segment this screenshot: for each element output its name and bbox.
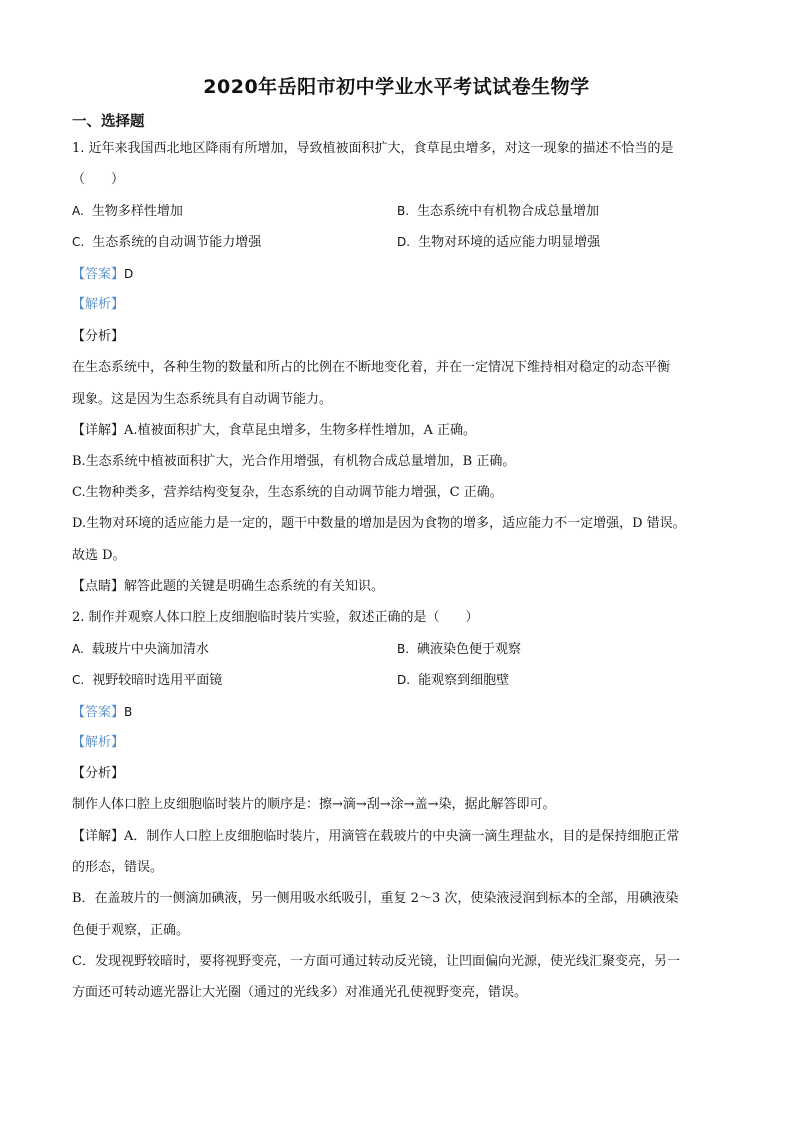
q1-option-c [72, 234, 261, 251]
option-text: 生物对环境的适应能力明显增强 [418, 235, 601, 250]
answer-label: 【答案】 [72, 267, 125, 282]
q1-choose: 故选 D。 [72, 548, 126, 563]
q2-detail-b-line1: B．在盖玻片的一侧滴加碘液，另一侧用吸水纸吸引，重复 2～3 次，使染液浸润到标本的全部，用碘液染 [72, 891, 679, 906]
detail-text: A．制作人口腔上皮细胞临时装片，用滴管在载玻片的中央滴一滴生理盐水，目的是保持细胞正常 [124, 829, 680, 844]
option-key: C. [72, 673, 85, 687]
option-text: 载玻片中央滴加清水 [91, 642, 209, 657]
q2-detail-a-line1 [72, 829, 679, 845]
q2-option-a [72, 641, 209, 658]
option-text: 碘液染色便于观察 [417, 642, 522, 657]
option-text: 生物多样性增加 [91, 204, 183, 219]
q2-analysis-label: 【解析】 [72, 735, 125, 750]
q2-option-c [72, 672, 222, 689]
page-title: 2020年岳阳市初中学业水平考试试卷生物学 [203, 76, 590, 98]
q1-point [72, 579, 384, 595]
detail-text: A.植被面积扩大，食草昆虫增多，生物多样性增加，A 正确。 [124, 423, 477, 438]
q2-stem: 2. 制作并观察人体口腔上皮细胞临时装片实验，叙述正确的是（ ） [72, 610, 479, 625]
q2-fenxi-text: 制作人体口腔上皮细胞临时装片的顺序是：擦→滴→刮→涂→盖→染，据此解答即可。 [72, 797, 556, 812]
q1-detail-d: D.生物对环境的适应能力是一定的，题干中数量的增加是因为食物的增多，适应能力不一定增强，D 错误。 [72, 516, 686, 531]
option-key: A. [72, 204, 84, 218]
q1-stem-line2: （ ） [72, 172, 125, 187]
option-key: B. [397, 642, 410, 656]
q2-detail-a-line2: 的形态，错误。 [72, 860, 164, 875]
q1-fenxi-line2: 现象。这是因为生态系统具有自动调节能力。 [72, 392, 333, 407]
detail-label: 【详解】 [72, 423, 125, 438]
q1-option-b [397, 203, 599, 220]
detail-label: 【详解】 [72, 829, 125, 844]
q1-option-a [72, 203, 183, 220]
q2-detail-c-line1: C．发现视野较暗时，要将视野变亮，一方面可通过转动反光镜，让凹面偏向光源，使光线汇聚变亮，另一 [72, 954, 680, 969]
answer-label: 【答案】 [72, 705, 125, 720]
q1-detail-a [72, 423, 476, 439]
point-text: 解答此题的关键是明确生态系统的有关知识。 [124, 579, 385, 594]
option-text: 生态系统中有机物合成总量增加 [417, 204, 600, 219]
q1-fenxi-line1: 在生态系统中，各种生物的数量和所占的比例在不断地变化着，并在一定情况下维持相对稳定的动态平衡 [72, 360, 671, 375]
option-text: 能观察到细胞壁 [418, 673, 510, 688]
section-heading: 一、选择题 [72, 114, 145, 130]
q1-answer [72, 266, 133, 283]
q2-fenxi-label: 【分析】 [72, 766, 125, 781]
q2-option-b [397, 641, 521, 658]
q1-detail-b: B.生态系统中植被面积扩大，光合作用增强，有机物合成总量增加，B 正确。 [72, 454, 516, 469]
answer-value: B [124, 705, 133, 719]
q1-option-d [397, 234, 600, 251]
option-text: 生态系统的自动调节能力增强 [92, 235, 262, 250]
q1-detail-c: C.生物种类多，营养结构变复杂，生态系统的自动调节能力增强，C 正确。 [72, 485, 503, 500]
q1-fenxi-label: 【分析】 [72, 329, 125, 344]
q2-answer [72, 704, 132, 721]
q2-detail-b-line2: 色便于观察，正确。 [72, 923, 190, 938]
option-key: A. [72, 642, 84, 656]
option-key: C. [72, 235, 85, 249]
option-key: B. [397, 204, 410, 218]
option-key: D. [397, 235, 411, 249]
q1-analysis-label: 【解析】 [72, 297, 125, 312]
q2-detail-c-line2: 方面还可转动遮光器让大光圈（通过的光线多）对准通光孔使视野变亮，错误。 [72, 985, 528, 1000]
point-label: 【点睛】 [72, 579, 125, 594]
q1-stem-line1: 1. 近年来我国西北地区降雨有所增加，导致植被面积扩大，食草昆虫增多，对这一现象的描述不恰当的是 [72, 141, 674, 156]
option-text: 视野较暗时选用平面镜 [92, 673, 223, 688]
option-key: D. [397, 673, 411, 687]
q2-option-d [397, 672, 509, 689]
answer-value: D [124, 267, 134, 281]
